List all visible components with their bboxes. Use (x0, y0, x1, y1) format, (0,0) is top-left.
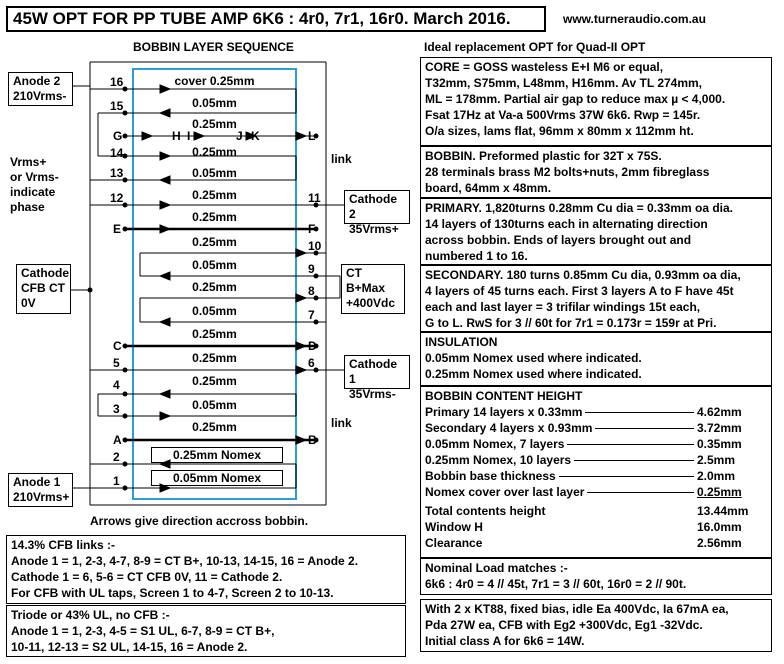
content-row-label: Bobbin base thickness (425, 469, 556, 483)
anode2-label: Anode 2 210Vrms- (8, 72, 73, 106)
phase-note: Vrms+ or Vrms- indicate phase (10, 155, 59, 214)
content-row-value: 3.72mm (697, 421, 742, 435)
primary-spec-box: PRIMARY. 1,820turns 0.28mm Cu dia = 0.33mm oa dia. 14 layers of 130turns each in alternating direction across bobbin. Ends of layers brought out and numbered 1 to 16. (420, 198, 772, 265)
content-row (425, 404, 767, 420)
content-row-value: 2.5mm (697, 453, 736, 467)
load-matches-box: Nominal Load matches :- 6k6 : 4r0 = 4 // 45t, 7r1 = 3 // 60t, 16r0 = 2 // 90t. (420, 558, 772, 595)
triode-links-box: Triode or 43% UL, no CFB :- Anode 1 = 1, 2-3, 4-5 = S1 UL, 6-7, 8-9 = CT B+, 10-11, 12-13 = S2 UL, 14-15, 16 = Anode 2. (6, 605, 406, 657)
content-row-label: Secondary 4 layers x 0.93mm (425, 421, 593, 435)
terminal-j: J (236, 129, 243, 143)
content-row-value: 2.56mm (697, 536, 742, 550)
terminal-15: 15 (110, 99, 124, 113)
terminal-8: 8 (308, 284, 315, 298)
terminal-k: K (251, 129, 260, 143)
bobbin-heading: BOBBIN LAYER SEQUENCE (133, 40, 294, 54)
content-row (425, 503, 767, 519)
layer-label: 0.25mm (192, 420, 237, 434)
content-row-label: Primary 14 layers x 0.33mm (425, 405, 583, 419)
content-row-label: Total contents height (425, 504, 546, 518)
terminal-1: 1 (113, 474, 120, 488)
terminal-13: 13 (110, 166, 124, 180)
terminal-e: E (113, 222, 122, 236)
core-spec-box: CORE = GOSS wasteless E+I M6 or equal, T32mm, S75mm, L48mm, H16mm. Av TL 274mm, ML = 178mm. Partial air gap to reduce max µ < 4,000. Fsat 17Hz at Va-a 500Vrms 37W 6k6. Rwp = 145r. O/a sizes, lams flat, 96mm x 80mm x 112mm ht. (420, 57, 772, 146)
terminal-b: B (308, 433, 317, 447)
terminal-l: L (308, 129, 316, 143)
insulation-spec-box: INSULATION 0.05mm Nomex used where indicated. 0.25mm Nomex used where indicated. (420, 332, 772, 386)
content-row-label: 0.25mm Nomex, 10 layers (425, 453, 572, 467)
layer-label: 0.25mm (192, 327, 237, 341)
layer-label: 0.25mm (192, 145, 237, 159)
website-label: www.turneraudio.com.au (563, 12, 706, 26)
content-row (425, 519, 767, 535)
content-row-value: 0.35mm (697, 437, 742, 451)
content-row-value: 16.0mm (697, 520, 742, 534)
layer-label: 0.25mm (192, 280, 237, 294)
content-row (425, 436, 767, 452)
content-row-label: 0.05mm Nomex, 7 layers (425, 437, 565, 451)
cathode2-label: Cathode 2 35Vrms+ (344, 190, 410, 224)
content-height-box (420, 386, 772, 558)
terminal-g: G (113, 129, 123, 143)
content-row-value: 0.25mm (697, 485, 742, 499)
terminal-9: 9 (308, 262, 315, 276)
secondary-spec-box: SECONDARY. 180 turns 0.85mm Cu dia, 0.93mm oa dia, 4 layers of 45 turns each. First 3 layers A to F have 45t each and last layer = 3 trifilar windings 15t each, G to L. RwS for 3 // 60t for 7r1 = 0.173r = 159r at Pri. (420, 265, 772, 332)
terminal-a: A (113, 433, 122, 447)
layer-label: 0.05mm (192, 96, 237, 110)
cfb-links-box: 14.3% CFB links :- Anode 1 = 1, 2-3, 4-7, 8-9 = CT B+, 10-13, 14-15, 16 = Anode 2. Cathode 1 = 6, 5-6 = CT CFB 0V, 11 = Cathode 2. For CFB with UL taps, Screen 1 to 4-7, Screen 2 to 10-13. (6, 535, 406, 604)
terminal-i: I (187, 129, 191, 143)
terminal-16: 16 (110, 75, 124, 89)
content-row (425, 535, 767, 551)
layer-label: 0.25mm (192, 117, 237, 131)
layer-label: 0.25mm (192, 374, 237, 388)
terminal-14: 14 (110, 146, 124, 160)
cathode1-label: Cathode 1 35Vrms- (344, 355, 410, 389)
terminal-12: 12 (110, 191, 124, 205)
layer-label: 0.05mm (192, 304, 237, 318)
layer-label: 0.25mm (192, 235, 237, 249)
ct-label: CT B+Max +400Vdc (341, 264, 405, 314)
layer-label: 0.25mm Nomex (151, 447, 283, 463)
content-rows (425, 404, 767, 551)
terminal-11: 11 (308, 191, 321, 205)
terminal-d: D (308, 339, 317, 353)
terminal-7: 7 (308, 308, 315, 322)
anode1-label: Anode 1 210Vrms+ (8, 473, 73, 507)
ideal-heading: Ideal replacement OPT for Quad-II OPT (424, 40, 646, 54)
terminal-f: F (308, 222, 316, 236)
layer-label: 0.25mm (192, 351, 237, 365)
layer-labels (133, 0, 296, 500)
layer-label: 0.05mm (192, 258, 237, 272)
terminal-h: H (172, 129, 181, 143)
terminal-5: 5 (113, 356, 120, 370)
content-row-value: 13.44mm (697, 504, 749, 518)
content-height-title: BOBBIN CONTENT HEIGHT (425, 389, 583, 403)
layer-label: 0.05mm (192, 398, 237, 412)
link-bottom-label: link (331, 416, 352, 430)
content-row (425, 420, 767, 436)
link-top-label: link (331, 152, 352, 166)
page-title: 45W OPT FOR PP TUBE AMP 6K6 : 4r0, 7r1, 16r0. March 2016. (6, 6, 546, 32)
content-row-label: Window H (425, 520, 483, 534)
terminal-c: C (113, 339, 122, 353)
layer-label: cover 0.25mm (174, 74, 255, 88)
terminal-4: 4 (113, 378, 120, 392)
arrow-note: Arrows give direction accross bobbin. (90, 514, 309, 528)
layer-label: 0.25mm (192, 210, 237, 224)
bobbin-spec-box: BOBBIN. Preformed plastic for 32T x 75S. 28 terminals brass M2 bolts+nuts, 2mm fibreglass board, 64mm x 48mm. (420, 146, 772, 198)
layer-label: 0.25mm (192, 188, 237, 202)
content-row-value: 2.0mm (697, 469, 736, 483)
content-row-label: Nomex cover over last layer (425, 485, 585, 499)
kt88-spec-box: With 2 x KT88, fixed bias, idle Ea 400Vdc, Ia 67mA ea, Pda 27W ea, CFB with Eg2 +300Vdc, Eg1 -32Vdc. Initial class A for 6k6 = 14W. (420, 599, 772, 652)
content-row (425, 452, 767, 468)
terminal-3: 3 (113, 402, 120, 416)
terminal-2: 2 (113, 450, 120, 464)
layer-label: 0.05mm Nomex (151, 470, 283, 486)
content-row-label: Clearance (425, 536, 483, 550)
content-row (425, 468, 767, 484)
content-row (425, 484, 767, 500)
layer-label: 0.05mm (192, 166, 237, 180)
content-row-value: 4.62mm (697, 405, 742, 419)
terminal-10: 10 (308, 239, 322, 253)
cathode-cfb-label: Cathode CFB CT 0V (16, 264, 71, 314)
terminal-6: 6 (308, 356, 315, 370)
